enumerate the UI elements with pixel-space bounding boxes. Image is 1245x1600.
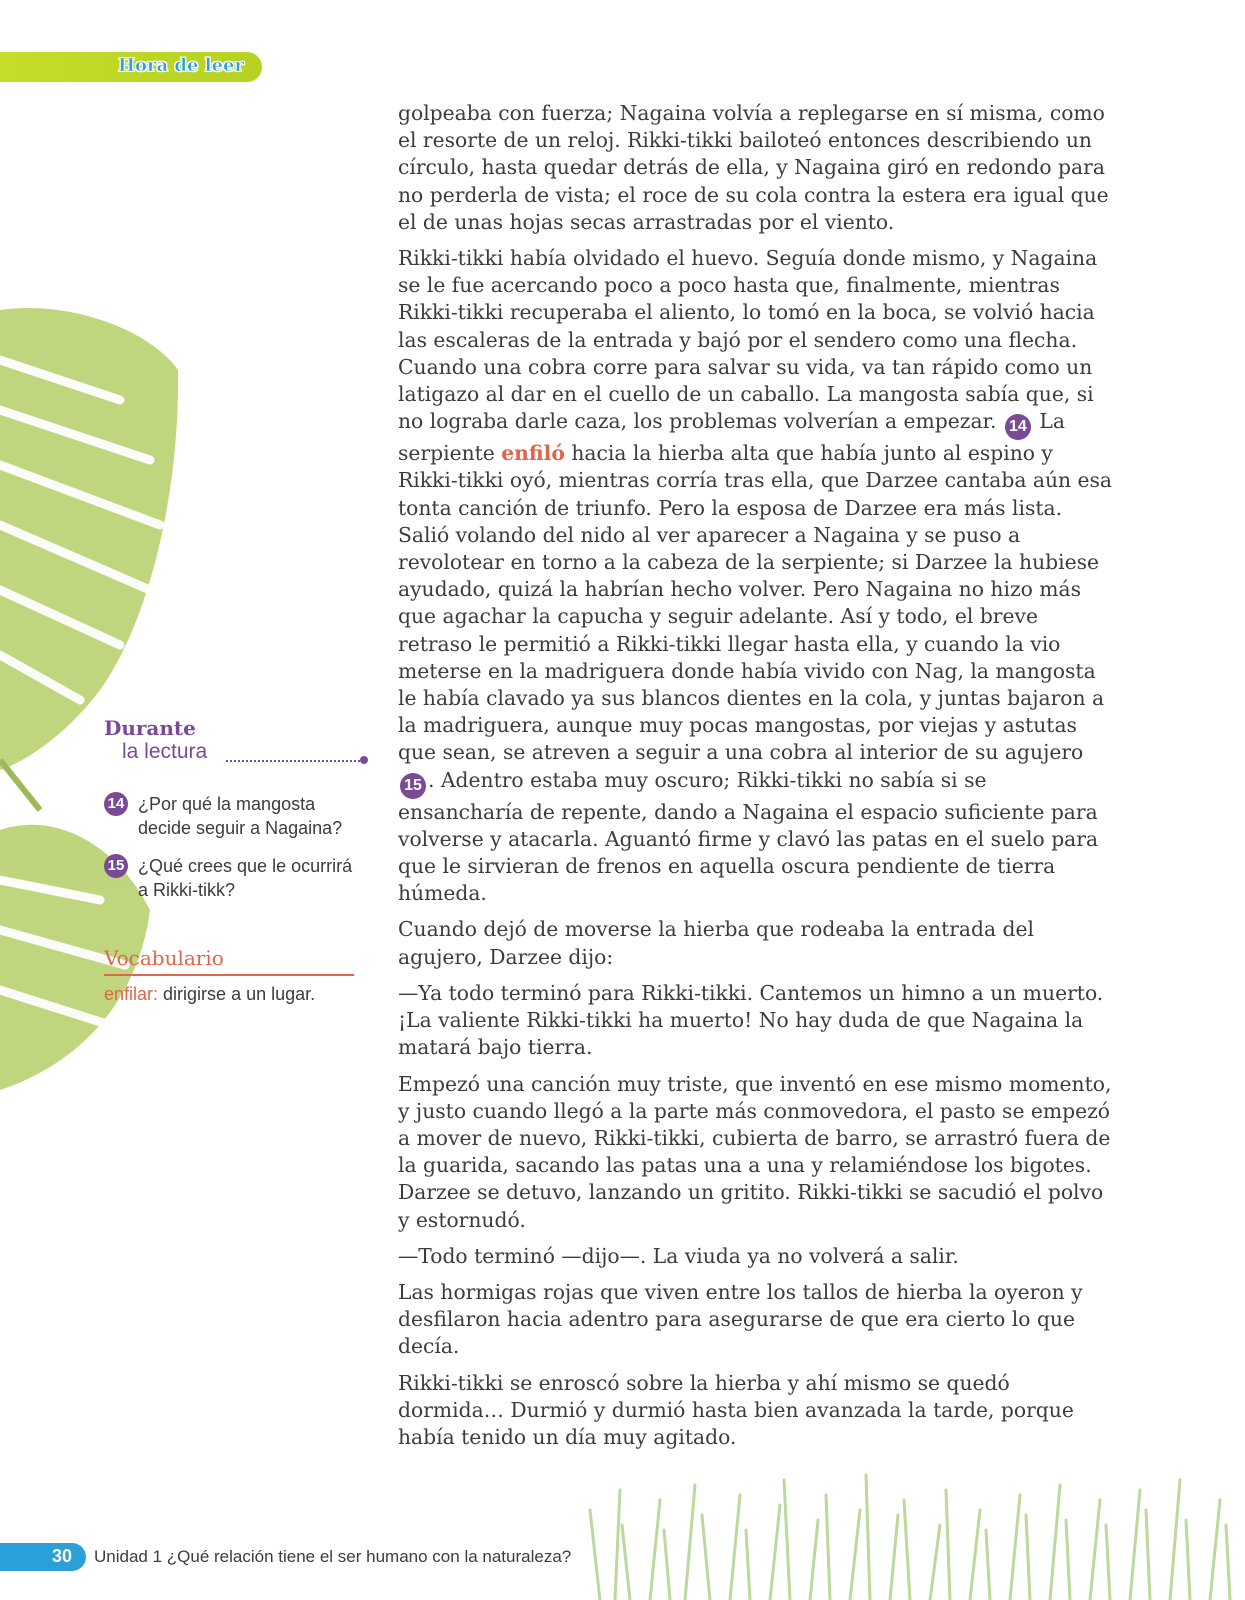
paragraph-text: hacia la hierba alta que había junto al espino y Rikki-tikki oyó, mientras corría tras ella, que Darzee cantaba aún esa tonta canción de triunfo. Pero la esposa de Darzee era más lista. Salió volando del nido al ver aparecer a Nagaina y se puso a revolotear en torno a la cabeza de la serpiente; si Darzee la hubiese ayudado, quizá la habrían hecho volver. Pero Nagaina no hizo más que agachar la capucha y seguir adelante. Así y todo, el breve retraso le permitió a Rikki-tikki llegar hasta ella, y cuando la vio meterse en la madriguera donde había vivido con Nag, la mangosta le había clavado ya sus blancos dientes en la cola, y juntas bajaron a la madriguera, aunque muy pocas mangostas, por viejas y astutas que sean, se atreven a seguir a una cobra al interior de su agujero [398,441,1113,765]
paragraph: Las hormigas rojas que viven entre los tallos de hierba la oyeron y desfilaron hacia adentro para asegurarse de que era cierto lo que decía. [398,1279,1083,1359]
question-text: ¿Por qué la mangosta decide seguir a Nagaina? [138,794,343,838]
vocabulary-meaning: dirigirse a un lugar. [163,984,316,1004]
vocabulary-title: Vocabulario [104,946,354,976]
vocabulary-word[interactable]: enfiló [501,441,565,466]
section-tab-label: Hora de leer [118,55,244,76]
section-tab [0,52,262,82]
footer-unit-title: Unidad 1 ¿Qué relación tiene el ser humano con la naturaleza? [94,1547,572,1566]
paragraph-text: . Adentro estaba muy oscuro; Rikki-tikki no sabía si se ensancharía de repente, dando a Nagaina el espacio suficiente para volverse y atacarla. Aguantó firme y clavó las patas en el suelo para que le sirvieran de frenos en aquella oscura pendiente de tierra húmeda. [398,767,1099,906]
paragraph: Empezó una canción muy triste, que inventó en ese mismo momento, y justo cuando llegó a la parte más conmovedora, el pasto se empezó a mover de nuevo, Rikki-tikki, cubierta de barro, se arrastró fuera de la guarida, sacando las patas una a una y relamiéndose los bigotes. Darzee se detuvo, lanzando un gritito. Rikki-tikki se sacudió el polvo y estornudó. [398,1071,1112,1232]
sidebar-title: Durante [104,716,196,740]
paragraph-text: La serpiente [398,409,1065,466]
paragraph: —Todo terminó —dijo—. La viuda ya no volverá a salir. [398,1243,959,1268]
question-marker-15[interactable]: 15 [400,773,426,799]
story-text [398,100,1113,1460]
grass-decoration-icon [560,1470,1245,1600]
sidebar-subtitle: la lectura [122,740,208,763]
paragraph: Rikki-tikki se enroscó sobre la hierba y ahí mismo se quedó dormida… Durmió y durmió hasta bien avanzada la tarde, porque había tenido un día muy agitado. [398,1370,1074,1449]
paragraph: Cuando dejó de moverse la hierba que rodeaba la entrada del agujero, Darzee dijo: [398,917,1034,969]
question-item-15 [104,854,364,902]
page-number: 30 [51,1546,72,1566]
paragraph-text: Rikki-tikki había olvidado el huevo. Seguía donde mismo, y Nagaina se le fue acercando poco a poco hasta que, finalmente, mientras Rikki-tikki recuperaba el aliento, lo tomó en la boca, se volvió hacia las escaleras de la entrada y bajó por el sendero como una flecha. Cuando una cobra corre para salvar su vida, va tan rápido como un latigazo al dar en el cuello de un caballo. La mangosta sabía que, si no lograba darle caza, los problemas volverían a empezar. [398,246,1098,434]
question-marker-14[interactable]: 14 [1005,414,1031,440]
vocabulary-definition [104,984,364,1005]
sidebar-during-reading [104,716,364,1005]
question-item-14 [104,792,364,840]
sidebar-subtitle-row [122,740,364,770]
vocabulary-term: enfilar: [104,984,159,1004]
question-number: 15 [104,854,128,878]
rule-end-dot [360,756,368,764]
question-number: 14 [104,792,128,816]
dotted-rule [226,760,364,762]
paragraph: —Ya todo terminó para Rikki-tikki. Cantemos un himno a un muerto. ¡La valiente Rikki-tikki ha muerto! No hay duda de que Nagaina la matará bajo tierra. [398,980,1104,1060]
page-number-badge [0,1543,86,1571]
question-text: ¿Qué crees que le ocurrirá a Rikki-tikk? [138,856,353,900]
paragraph: golpeaba con fuerza; Nagaina volvía a replegarse en sí misma, como el resorte de un reloj. Rikki-tikki bailoteó entonces describiendo un círculo, hasta quedar detrás de ella, y Nagaina giró en redondo para no perderla de vista; el roce de su cola contra la estera era igual que el de unas hojas secas arrastradas por el viento. [398,101,1109,234]
paragraph [398,245,1113,907]
